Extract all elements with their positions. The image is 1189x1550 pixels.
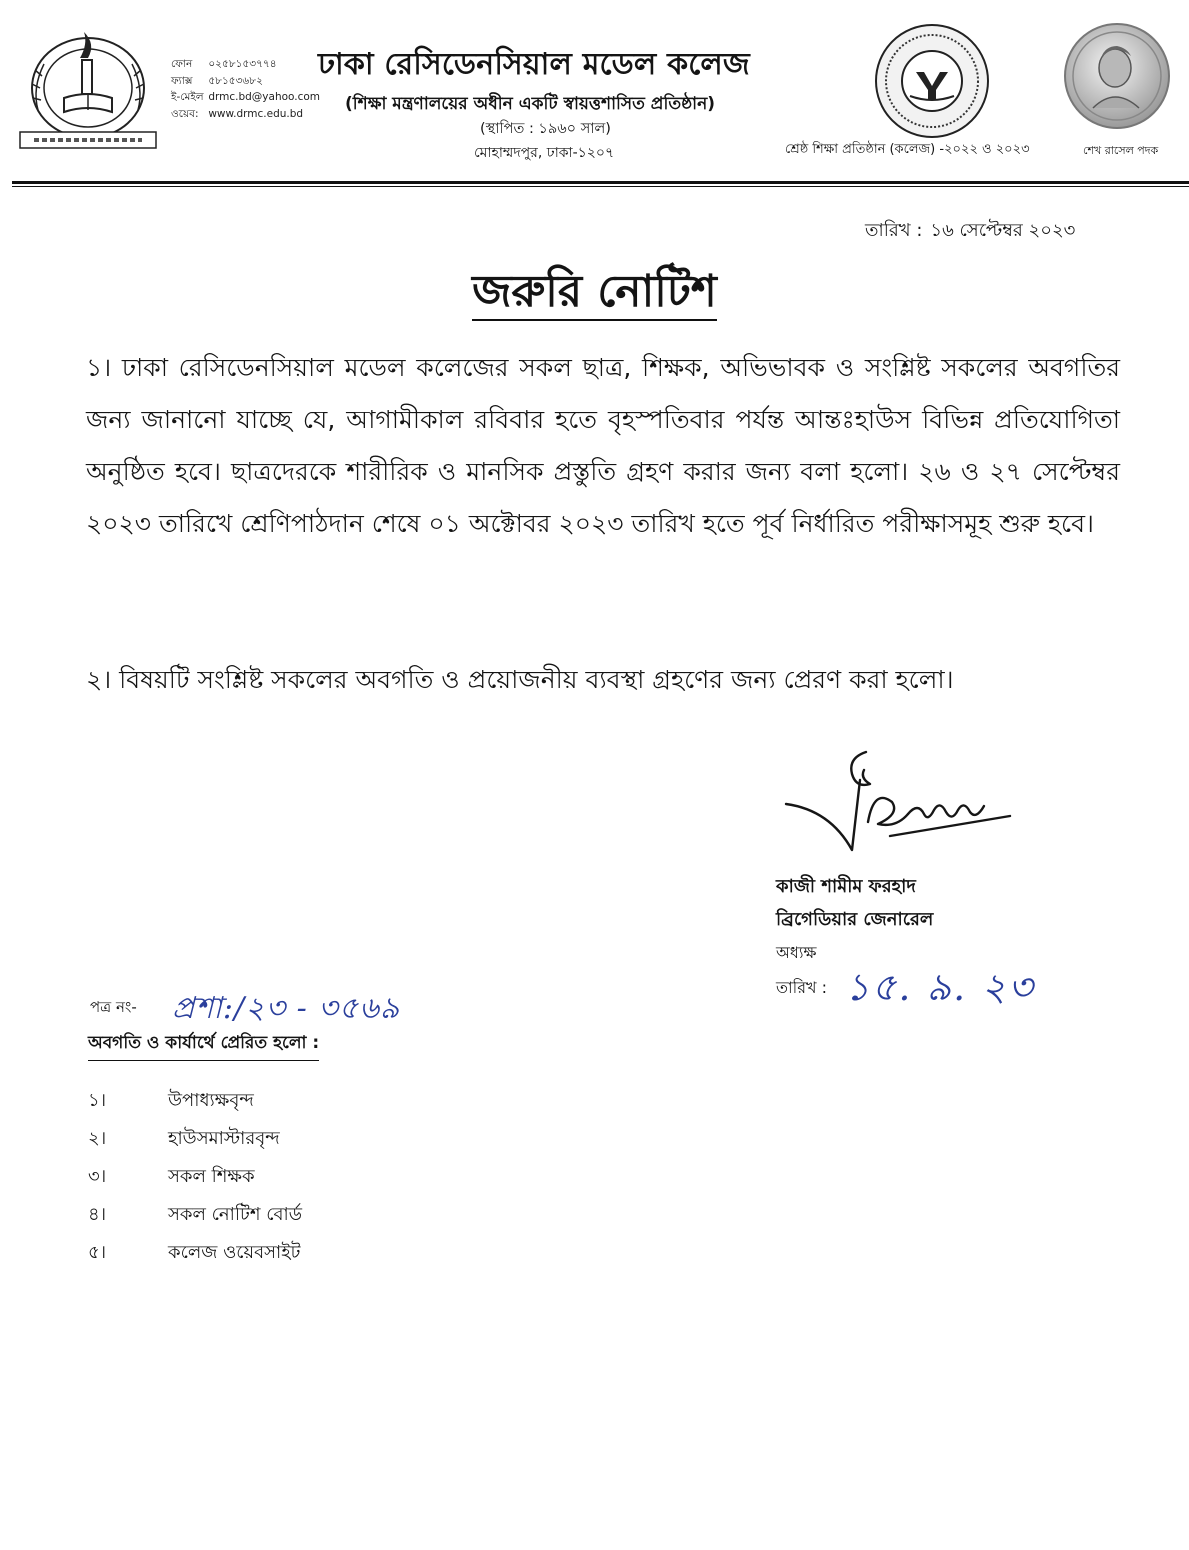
notice-title bbox=[0, 258, 1189, 331]
notice-date-label: তারিখ : bbox=[865, 220, 923, 241]
distribution-heading: অবগতি ও কার্যার্থে প্রেরিত হলো : bbox=[88, 1030, 319, 1061]
signatory-rank: ব্রিগেডিয়ার জেনারেল bbox=[776, 909, 934, 930]
medal-caption: শেখ রাসেল পদক bbox=[1083, 144, 1159, 157]
best-institution-badge-icon bbox=[872, 22, 992, 140]
contact-block bbox=[171, 56, 320, 122]
notice-date-value: ১৬ সেপ্টেম্বর ২০২৩ bbox=[930, 220, 1076, 241]
principal-signature bbox=[780, 740, 1020, 860]
fax-number: ৫৮১৫৩৬৮২ bbox=[208, 74, 263, 87]
list-item-text: কলেজ ওয়েবসাইট bbox=[168, 1242, 301, 1263]
badge-caption: শ্রেষ্ঠ শিক্ষা প্রতিষ্ঠান (কলেজ) -২০২২ ও ২০২৩ bbox=[785, 142, 1030, 157]
list-item-number: ১। bbox=[88, 1090, 107, 1111]
list-item-text: হাউসমাস্টারবৃন্দ bbox=[168, 1128, 280, 1149]
notice-date bbox=[865, 216, 1075, 247]
list-item-number: ৪। bbox=[88, 1204, 107, 1225]
list-item-text: সকল শিক্ষক bbox=[168, 1166, 255, 1187]
email-line: ই-মেইল drmc.bd@yahoo.com bbox=[171, 91, 321, 103]
header-divider-thin bbox=[12, 186, 1189, 187]
list-item-text: সকল নোটিশ বোর্ড bbox=[168, 1204, 303, 1225]
signatory-designation: অধ্যক্ষ bbox=[776, 943, 817, 962]
web-address: www.drmc.edu.bd bbox=[208, 107, 304, 120]
header-divider bbox=[12, 181, 1189, 184]
sheikh-russel-medal-icon bbox=[1063, 22, 1171, 130]
list-item-text: উপাধ্যক্ষবৃন্দ bbox=[168, 1090, 254, 1111]
phone-number: ০২৫৮১৫৩৭৭৪ bbox=[208, 58, 277, 70]
college-subtitle: (শিক্ষা মন্ত্রণালয়ের অধীন একটি স্বায়ত্তশাসিত প্রতিষ্ঠান) bbox=[345, 94, 716, 114]
list-item-number: ৫। bbox=[88, 1242, 107, 1263]
signature-date-label: তারিখ : bbox=[776, 978, 828, 997]
signature-date-handwritten: ১৫. ৯. ২৩ bbox=[845, 965, 1035, 1009]
college-name: ঢাকা রেসিডেনসিয়াল মডেল কলেজ bbox=[318, 47, 750, 82]
list-item-number: ৩। bbox=[88, 1166, 107, 1187]
signatory-name: কাজী শামীম ফরহাদ bbox=[776, 876, 916, 897]
memo-number-label: পত্র নং- bbox=[90, 998, 137, 1016]
established-year: (স্থাপিত : ১৯৬০ সাল) bbox=[480, 121, 611, 137]
fax-line: ফ্যাক্স ৫৮১৫৩৬৮২ bbox=[171, 74, 263, 87]
phone-line: ফোন ০২৫৮১৫৩৭৭৪ bbox=[171, 58, 277, 70]
web-line: ওয়েব: www.drmc.edu.bd bbox=[171, 107, 304, 120]
memo-number-handwritten: প্রশা:/২৩ - ৩৫৬৯ bbox=[172, 991, 401, 1026]
list-item-number: ২। bbox=[88, 1128, 107, 1149]
notice-paragraph-1: ১। ঢাকা রেসিডেনসিয়াল মডেল কলেজের সকল ছাত্র, শিক্ষক, অভিভাবক ও সংশ্লিষ্ট সকলের অবগতির জন্য জানানো যাচ্ছে যে, আগামীকাল রবিবার হতে বৃহস্পতিবার পর্যন্ত আন্তঃহাউস বিভিন্ন প্রতিযোগিতা অনুষ্ঠিত হবে। ছাত্রদেরকে শারীরিক ও মানসিক প্রস্তুতি গ্রহণ করার জন্য বলা হলো। ২৬ ও ২৭ সেপ্টেম্বর ২০২৩ তারিখে শ্রেণিপাঠদান শেষে ০১ অক্টোবর ২০২৩ তারিখ হতে পূর্ব নির্ধারিত পরীক্ষাসমূহ শুরু হবে। bbox=[86, 353, 1120, 538]
email-address: drmc.bd@yahoo.com bbox=[208, 91, 321, 103]
notice-title-text: জরুরি নোটিশ bbox=[472, 266, 717, 321]
notice-paragraph-2: ২। বিষয়টি সংশ্লিষ্ট সকলের অবগতি ও প্রয়োজনীয় ব্যবস্থা গ্রহণের জন্য প্রেরণ করা হলো। bbox=[86, 665, 954, 694]
college-address: মোহাম্মদপুর, ঢাকা-১২০৭ bbox=[474, 145, 615, 161]
college-crest-logo-icon bbox=[14, 20, 162, 158]
